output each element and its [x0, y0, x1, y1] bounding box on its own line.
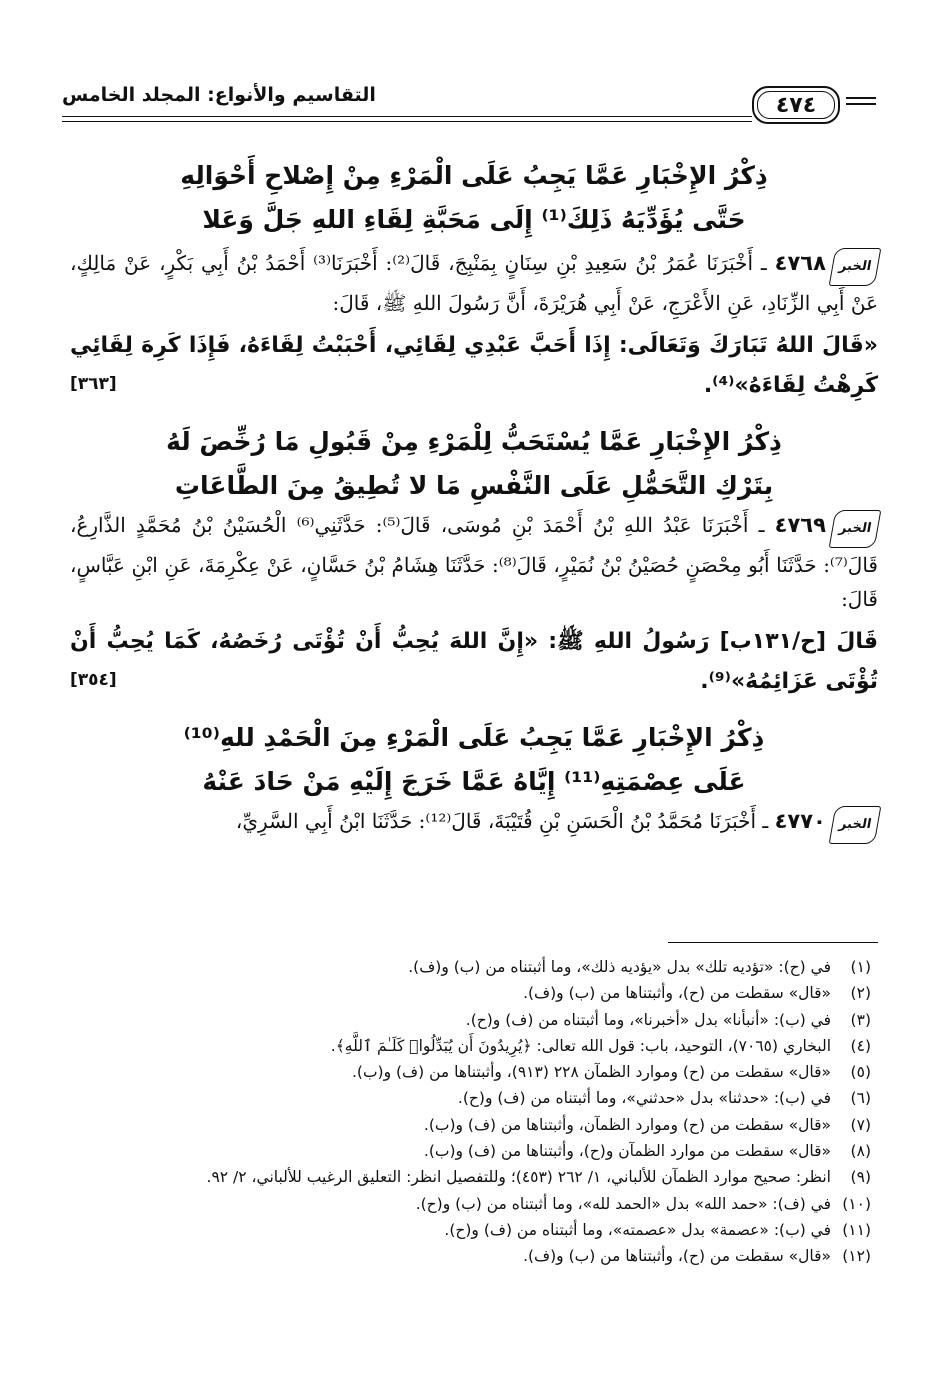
- header-rule: [846, 97, 876, 99]
- footnote-divider: [668, 942, 878, 943]
- hadith-number: ٤٧٧٠: [774, 809, 826, 833]
- heading-line: ذِكْرُ الإِخْبَارِ عَمَّا يَجِبُ عَلَى الْمَرْءِ مِنَ الْحَمْدِ للهِ⁽¹⁰⁾: [183, 723, 765, 752]
- footnote: (٩)انظر: صحيح موارد الظمآن للألباني، ١/ ٢٦٢ (٤٥٣)؛ وللتفصيل انظر: التعليق الرغيب للألباني، ٢/ ٩٢.: [206, 1168, 871, 1187]
- header-rule: [62, 121, 752, 122]
- isnad: [70, 804, 878, 844]
- khabar-badge: الخبر: [829, 510, 882, 548]
- footnote: (٦)في (ب): «حدثنا» بدل «حدثني»، وما أثبتناه من (ف) و(ح).: [457, 1089, 871, 1108]
- khabar-badge: الخبر: [829, 248, 882, 286]
- running-title: التقاسيم والأنواع: المجلد الخامس: [62, 84, 376, 106]
- isnad-text: ـ أَخْبَرَنَا عُمَرُ بْنُ سَعِيدِ بْنِ سِنَانٍ بِمَنْبِجَ، قَالَ⁽²⁾: أَخْبَرَنَا⁽³⁾ أَحْمَدُ بْنُ أَبِي بَكْرٍ، عَنْ مَالِكٍ، عَنْ أَبِي الزِّنَادِ، عَنِ الأَعْرَجِ، عَنْ أَبِي هُرَيْرَةَ، أَنَّ رَسُولَ اللهِ ﷺ، قَالَ:: [70, 251, 878, 315]
- matn: قَالَ [ح/١٣١ب] رَسُولُ اللهِ ﷺ: «إِنَّ اللهَ يُحِبُّ أَنْ تُؤْتَى رُخَصُهُ، كَمَا يُحِبُّ أَنْ تُؤْتَى عَزَائِمُهُ»⁽⁹⁾.: [70, 629, 878, 694]
- chapter-heading: [70, 420, 878, 508]
- footnote: (٧)«قال» سقطت من (ح) وموارد الظمآن، وأثبتناها من (ف) و(ب).: [423, 1115, 871, 1134]
- heading-line: ذِكْرُ الإِخْبَارِ عَمَّا يُسْتَحَبُّ لِلْمَرْءِ مِنْ قَبُولِ مَا رُخِّصَ لَهُ: [166, 427, 782, 456]
- footnote: (١٠)في (ف): «حمد الله» بدل «الحمد لله»، وما أثبتناه من (ب) و(ح).: [415, 1194, 871, 1213]
- heading-line: بِتَرْكِ التَّحَمُّلِ عَلَى النَّفْسِ مَا لا تُطِيقُ مِنَ الطَّاعَاتِ: [174, 471, 774, 500]
- page-header: [62, 80, 876, 130]
- matn: «قَالَ اللهُ تَبَارَكَ وَتَعَالَى: إِذَا أَحَبَّ عَبْدِي لِقَائِي، أَحْبَبْتُ لِقَاءَهُ، فَإِذَا كَرِهَ لِقَائِي كَرِهْتُ لِقَاءَهُ»⁽⁴⁾.: [70, 333, 878, 398]
- isnad: [70, 508, 878, 616]
- heading-line: ذِكْرُ الإِخْبَارِ عَمَّا يَجِبُ عَلَى الْمَرْءِ مِنْ إِصْلاحِ أَحْوَالِهِ: [180, 161, 768, 190]
- footnote: (٢)«قال» سقطت من (ح)، وأثبتناها من (ب) و(ف).: [523, 984, 871, 1003]
- page-number: ٤٧٤: [752, 86, 840, 124]
- heading-line: حَتَّى يُؤَدِّيَهُ ذَلِكَ⁽¹⁾ إِلَى مَحَبَّةِ لِقَاءِ اللهِ جَلَّ وَعَلا: [202, 205, 746, 234]
- isnad-text: ـ أَخْبَرَنَا عَبْدُ اللهِ بْنُ أَحْمَدَ بْنِ مُوسَى، قَالَ⁽⁵⁾: حَدَّثَنِي⁽⁶⁾ الْحُسَيْنُ بْنُ مُحَمَّدٍ الذَّارِعُ، قَالَ⁽⁷⁾: حَدَّثَنَا أَبُو مِحْصَنٍ حُصَيْنُ بْنُ نُمَيْرٍ، قَالَ⁽⁸⁾: حَدَّثَنَا هِشَامُ بْنُ حَسَّانٍ، عَنْ عِكْرِمَةَ، عَنِ ابْنِ عَبَّاسٍ، قَالَ:: [70, 513, 878, 611]
- hadith-number: ٤٧٦٩: [774, 513, 826, 537]
- footnote: (٣)في (ب): «أنبأنا» بدل «أخبرنا»، وما أثبتناه من (ف) و(ح).: [465, 1010, 871, 1029]
- khabar-badge: الخبر: [829, 806, 882, 844]
- isnad-text: ـ أَخْبَرَنَا مُحَمَّدُ بْنُ الْحَسَنِ بْنِ قُتَيْبَةَ، قَالَ⁽¹²⁾: حَدَّثَنَا ابْنُ أَبِي السَّرِيِّ،: [235, 809, 769, 833]
- footnote: (٨)«قال» سقطت من موارد الظمآن و(ح)، وأثبتناها من (ف) و(ب).: [423, 1142, 871, 1161]
- cross-reference: [٣٥٤]: [70, 670, 117, 690]
- header-rule: [62, 116, 752, 117]
- footnote: (٤)البخاري (٧٠٦٥)، التوحيد، باب: قول الله تعالى: ﴿يُرِيدُونَ أَن يُبَدِّلُوا۟ كَلَـٰمَ ٱللَّهِ﴾.: [330, 1036, 871, 1055]
- footnote: (١)في (ح): «تؤديه تلك» بدل «يؤديه ذلك»، وما أثبتناه من (ب) و(ف).: [408, 958, 871, 976]
- footnote: (١٢)«قال» سقطت من (ح)، وأثبتناها من (ب) و(ف).: [523, 1247, 871, 1266]
- hadith-number: ٤٧٦٨: [774, 251, 826, 275]
- chapter-heading: [70, 154, 878, 242]
- isnad: [70, 246, 878, 320]
- footnotes: [70, 954, 871, 1270]
- footnote: (١١)في (ب): «عصمة» بدل «عصمته»، وما أثبتناه من (ف) و(ح).: [444, 1220, 871, 1239]
- cross-reference: [٣٦٣]: [70, 374, 117, 394]
- main-text: [70, 150, 878, 844]
- header-rule: [846, 103, 876, 105]
- chapter-heading: [70, 716, 878, 804]
- footnote: (٥)«قال» سقطت من (ح) وموارد الظمآن ٢٢٨ (٩١٣)، وأثبتناها من (ف) و(ب).: [351, 1063, 871, 1082]
- heading-line: عَلَى عِصْمَتِهِ⁽¹¹⁾ إِيَّاهُ عَمَّا خَرَجَ إِلَيْهِ مَنْ حَادَ عَنْهُ: [202, 767, 746, 796]
